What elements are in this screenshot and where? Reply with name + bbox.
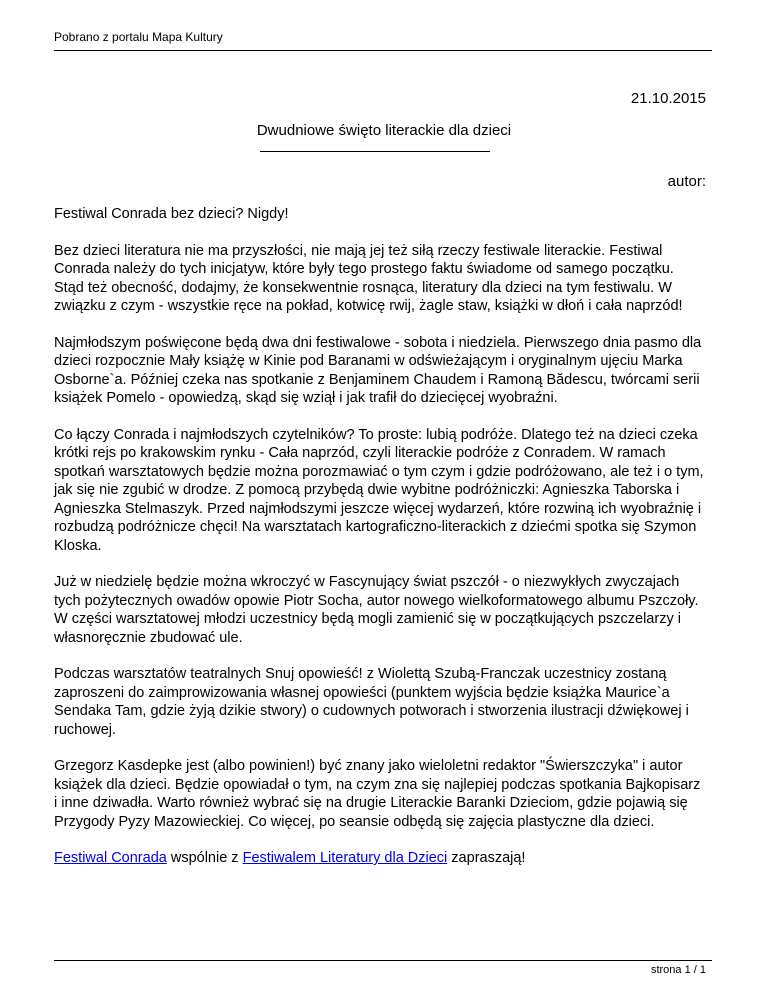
closing-text-1: wspólnie z bbox=[166, 850, 243, 866]
festiwal-literatury-link[interactable]: Festiwalem Literatury dla Dzieci bbox=[242, 850, 448, 866]
paragraph: Grzegorz Kasdepke jest (albo powinien!) być znany jako wieloletni redaktor "Świerszczyka" i autor książek dla dzieci. Będzie opowiadał o tym, na czym zna się najlepiej podczas spotkania Bajkopisarz i inne dziwadła. Warto również wybrać się na drugie Literackie Baranki Dzieciom, gdzie pojawią się Przygody Pyzy Mazowieckiej. Co więcej, po seansie odbędą się zajęcia plastyczne dla dzieci. bbox=[54, 758, 701, 830]
closing-paragraph bbox=[54, 849, 706, 868]
paragraph: Najmłodszym poświęcone będą dwa dni festiwalowe - sobota i niedziela. Pierwszego dnia pasmo dla dzieci rozpocznie Mały książę w Kinie pod Baranami w odświeżającym i oryginalnym ujęciu Marka Osborne`a. Później czeka nas spotkanie z Benjaminem Chaudem i Ramoną Bădescu, twórcami serii książek Pomelo - opowiedzą, skąd się wziął i jak trafił do dziecięcej wyobraźni. bbox=[54, 334, 702, 406]
closing-text-2: zapraszają! bbox=[447, 850, 526, 866]
paragraph-intro: Festiwal Conrada bez dzieci? Nigdy! bbox=[54, 206, 289, 222]
article-body bbox=[54, 205, 706, 886]
header-divider bbox=[54, 50, 712, 51]
paragraph: Bez dzieci literatura nie ma przyszłości, nie mają jej też siłą rzeczy festiwale literackie. Festiwal Conrada należy do tych inicjatyw, które były tego prostego faktu świadome od samego początku. Stąd też obecność, dodajmy, że konsekwentnie rosnąca, literatury dla dzieci na tym festiwalu. W związku z czym - wszystkie ręce na pokład, kotwicę rwij, żagle staw, książki w dłoń i cała naprzód! bbox=[54, 242, 683, 314]
article-date: 21.10.2015 bbox=[630, 90, 706, 107]
paragraph: Podczas warsztatów teatralnych Snuj opowieść! z Wiolettą Szubą-Franczak uczestnicy zostaną zaproszeni do zaimprowizowania własnej opowieści (punktem wyjścia będzie książka Maurice`a Sendaka Tam, gdzie żyją dzikie stwory) o cudownych potworach i stworzenia ilustracji dźwiękowej i ruchowej. bbox=[54, 666, 689, 738]
source-header: Pobrano z portalu Mapa Kultury bbox=[54, 30, 223, 44]
festiwal-conrada-link[interactable]: Festiwal Conrada bbox=[54, 850, 167, 866]
title-underline bbox=[260, 151, 490, 152]
author-label: autor: bbox=[667, 173, 706, 190]
article-title: Dwudniowe święto literackie dla dzieci bbox=[256, 122, 512, 139]
footer-divider bbox=[54, 960, 712, 961]
paragraph: Co łączy Conrada i najmłodszych czytelników? To proste: lubią podróże. Dlatego też na dzieci czeka krótki rejs po krakowskim rynku - Cała naprzód, czyli literackie podróże z Conradem. W ramach spotkań warsztatowych będzie można porozmawiać o tym czym i gdzie podróżowano, ale też i o tym, jak się nie zgubić w drodze. Z pomocą przybędą dwie wybitne podróżniczki: Agnieszka Taborska i Agnieszka Stelmaszyk. Przed najmłodszymi jeszcze więcej wydarzeń, które rozwiną ich wyobraźnię i rozbudzą podróżnicze chęci! Na warsztatach kartograficzno-literackich z dziećmi spotka się Szymon Kloska. bbox=[54, 426, 704, 554]
page-number: strona 1 / 1 bbox=[650, 964, 706, 976]
paragraph: Już w niedzielę będzie można wkroczyć w Fascynujący świat pszczół - o niezwykłych zwyczajach tych pożytecznych owadów opowie Piotr Socha, autor nowego wielkoformatowego albumu Pszczoły. W części warsztatowej młodzi uczestnicy będą mogli zamienić się w początkujących pszczelarzy i własnoręcznie zbudować ule. bbox=[54, 574, 699, 646]
